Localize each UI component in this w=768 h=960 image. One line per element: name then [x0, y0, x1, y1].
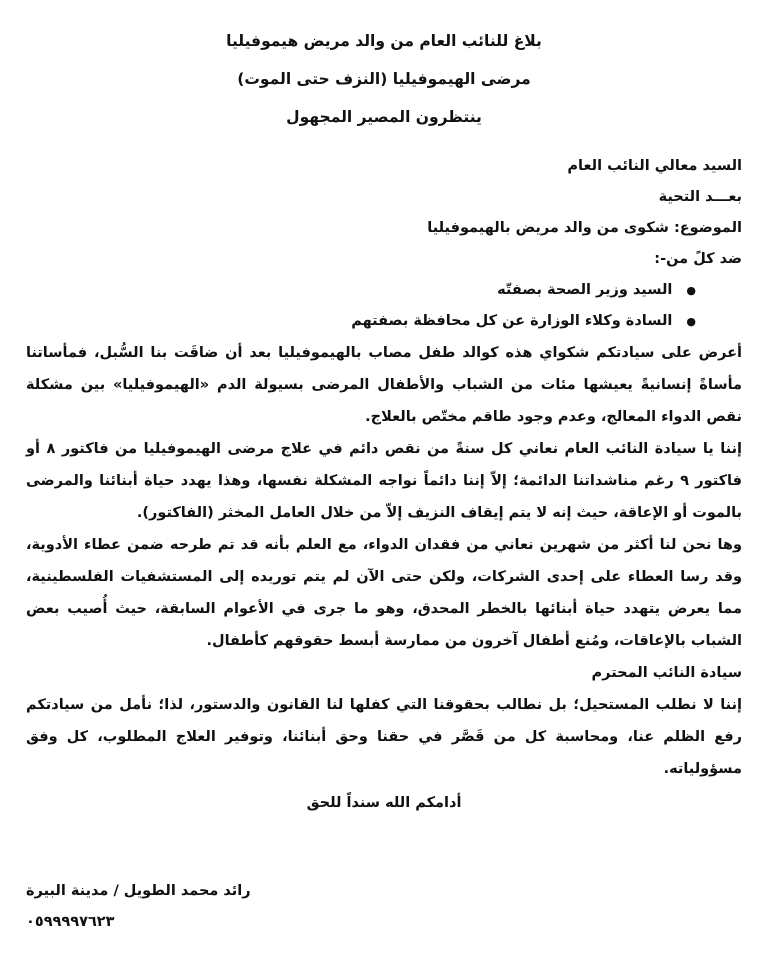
- signer-phone: ٠٥٩٩٩٩٧٦٢٣: [26, 914, 115, 930]
- closing-blessing: أدامكم الله سنداً للحق: [306, 795, 462, 811]
- respondents-list: [26, 275, 742, 337]
- honorific-line: سيادة النائب المحترم: [591, 665, 742, 681]
- greeting-line: بعـــد التحية: [658, 189, 742, 205]
- bullet-icon: ●: [686, 284, 696, 297]
- title-line-3: ينتظرون المصير المجهول: [286, 108, 482, 126]
- document-title: [26, 22, 742, 136]
- signer-name-city: رائد محمد الطويل / مدينة البيرة: [26, 883, 251, 899]
- body-paragraph-3: وها نحن لنا أكثر من شهرين نعاني من فقدان الدواء، مع العلم بأنه قد تم طرحه ضمن عطاء الأدوية، وقد رسا العطاء على إحدى الشركات، ولكن حتى الآن لم يتم توريده إلى المستشفيات الفلسطينية، مما يعرض يتهدد حياة أبنائها بالخطر المحدق، وهو ما جرى في الأعوام السابقة، حيث أُصيب بعض الشباب بالإعاقات، ومُنع أطفال آخرون من ممارسة أبسط حقوقهم كأطفال.: [26, 537, 742, 649]
- against-intro-line: ضد كلً من-:: [654, 251, 742, 267]
- list-item: [26, 306, 696, 337]
- list-item: [26, 275, 696, 306]
- respondent-2: السادة وكلاء الوزارة عن كل محافظة بصفتهم: [351, 313, 673, 329]
- title-line-1: بلاغ للنائب العام من والد مريض هيموفيليا: [226, 32, 542, 50]
- signature-block: [26, 876, 742, 938]
- bullet-icon: ●: [686, 315, 696, 328]
- subject-line: الموضوع: شكوى من والد مريض بالهيموفيليا: [427, 220, 742, 236]
- respondent-1: السيد وزير الصحة بصفتّه: [497, 282, 673, 298]
- title-line-2: مرضى الهيموفيليا (النزف حتى الموت): [237, 70, 531, 88]
- body-paragraph-2: إننا يا سيادة النائب العام نعاني كل سنةً من نقص دائم في علاج مرضى الهيموفيليا من فاكتور ٨ أو فاكتور ٩ رغم مناشداتنا الدائمة؛ إلاّ إننا دائماً نواجه المشكلة نفسها، وهذا يهدد حياة أبنائنا والمرضى بالموت أو الإعاقة، حيث إنه لا يتم إيقاف النزيف إلاّ من خلال العامل المخثر (الفاكتور).: [26, 441, 743, 521]
- salutation-block: [26, 151, 742, 275]
- body-paragraph-1: أعرض على سيادتكم شكواي هذه كوالد طفل مصاب بالهيموفيليا بعد أن ضاقَت بنا السُّبل، فمأساتنا مأساةً إنسانيةً يعيشها مئات من الشباب والأطفال المرضى بسيولة الدم «الهيموفيليا» بين مشكلة نقص الدواء المعالج، وعدم وجود طاقم مختّص بالعلاج.: [26, 345, 742, 425]
- body-paragraph-4: إننا لا نطلب المستحيل؛ بل نطالب بحقوقنا التي كفلها لنا القانون والدستور، لذا؛ نأمل من سيادتكم رفع الظلم عنا، ومحاسبة كل من قَصَّر في حقنا وحق أبنائنا، وتوفير العلاج المطلوب، كل وفق مسؤولياته.: [26, 697, 742, 777]
- addressee-line: السيد معالي النائب العام: [567, 158, 742, 174]
